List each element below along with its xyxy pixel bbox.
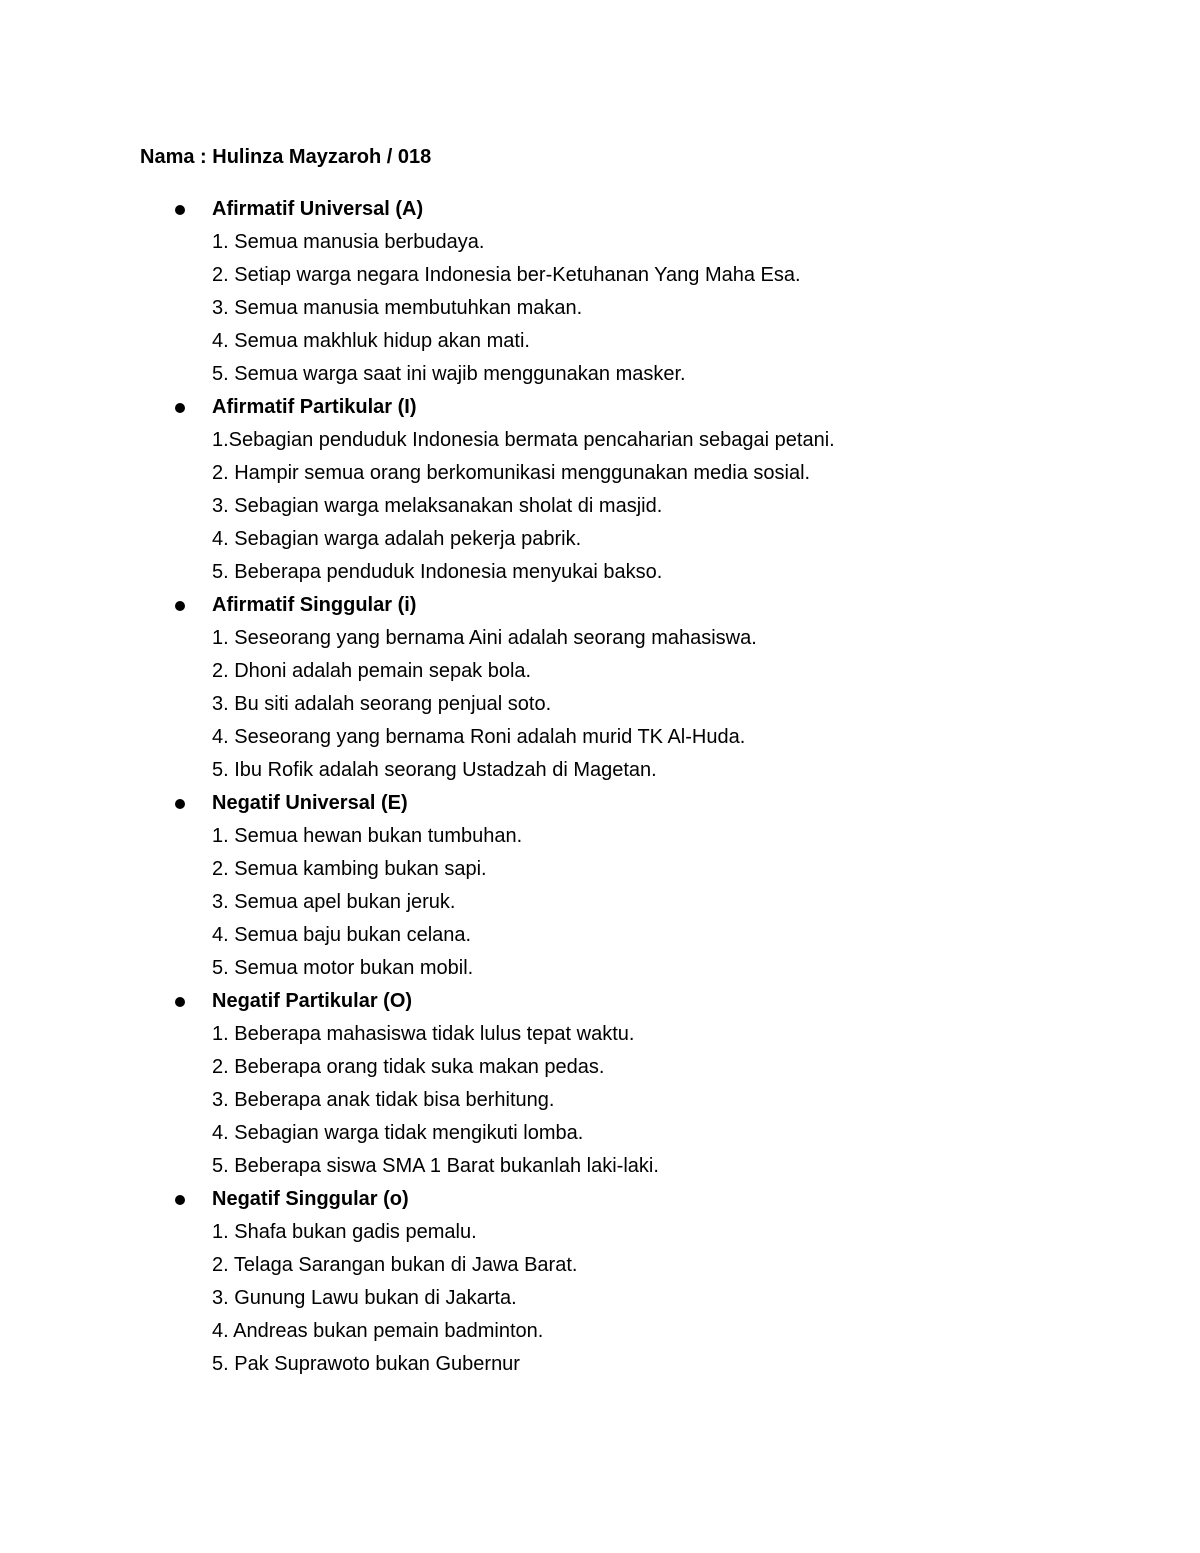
section-negatif-universal xyxy=(140,787,1100,985)
list-item: 2. Dhoni adalah pemain sepak bola. xyxy=(212,660,532,682)
section-heading xyxy=(140,589,1100,622)
list-item: 1. Shafa bukan gadis pemalu. xyxy=(212,1221,477,1243)
section-heading-text: Negatif Universal (E) xyxy=(212,792,408,814)
list-item: 2. Hampir semua orang berkomunikasi menggunakan media sosial. xyxy=(212,462,811,484)
list-item: 4. Seseorang yang bernama Roni adalah murid TK Al-Huda. xyxy=(212,726,746,748)
list-item: 5. Semua motor bukan mobil. xyxy=(212,957,474,979)
list-item: 5. Beberapa siswa SMA 1 Barat bukanlah laki-laki. xyxy=(212,1155,659,1177)
list-item: 3. Semua apel bukan jeruk. xyxy=(212,891,456,913)
section-heading-text: Afirmatif Partikular (I) xyxy=(212,396,417,418)
section-afirmatif-singgular xyxy=(140,589,1100,787)
list-item: 1. Beberapa mahasiswa tidak lulus tepat waktu. xyxy=(212,1023,635,1045)
list-item: 1.Sebagian penduduk Indonesia bermata pencaharian sebagai petani. xyxy=(212,429,835,451)
section-negatif-singgular xyxy=(140,1183,1100,1381)
section-heading xyxy=(140,391,1100,424)
list-item: 3. Sebagian warga melaksanakan sholat di masjid. xyxy=(212,495,663,517)
bullet-icon xyxy=(175,601,185,611)
list-item: 4. Semua baju bukan celana. xyxy=(212,924,472,946)
list-item: 5. Semua warga saat ini wajib menggunakan masker. xyxy=(212,363,686,385)
list-item: 2. Setiap warga negara Indonesia ber-Ketuhanan Yang Maha Esa. xyxy=(212,264,801,286)
section-heading-text: Afirmatif Universal (A) xyxy=(212,198,424,220)
list-item: 2. Semua kambing bukan sapi. xyxy=(212,858,487,880)
bullet-icon xyxy=(175,1195,185,1205)
list-item: 4. Semua makhluk hidup akan mati. xyxy=(212,330,530,352)
section-afirmatif-universal xyxy=(140,193,1100,391)
section-afirmatif-partikular xyxy=(140,391,1100,589)
section-heading xyxy=(140,787,1100,820)
list-item: 1. Semua manusia berbudaya. xyxy=(212,231,485,253)
list-item: 4. Andreas bukan pemain badminton. xyxy=(212,1320,544,1342)
list-item: 3. Semua manusia membutuhkan makan. xyxy=(212,297,583,319)
list-item: 4. Sebagian warga tidak mengikuti lomba. xyxy=(212,1122,584,1144)
list-item: 5. Ibu Rofik adalah seorang Ustadzah di Magetan. xyxy=(212,759,657,781)
section-heading xyxy=(140,193,1100,226)
list-item: 3. Bu siti adalah seorang penjual soto. xyxy=(212,693,552,715)
list-item: 2. Beberapa orang tidak suka makan pedas. xyxy=(212,1056,605,1078)
section-heading-text: Negatif Singgular (o) xyxy=(212,1188,409,1210)
bullet-icon xyxy=(175,799,185,809)
list-item: 3. Beberapa anak tidak bisa berhitung. xyxy=(212,1089,555,1111)
list-item: 5. Pak Suprawoto bukan Gubernur xyxy=(212,1353,520,1375)
section-negatif-partikular xyxy=(140,985,1100,1183)
list-item: 5. Beberapa penduduk Indonesia menyukai bakso. xyxy=(212,561,663,583)
list-item: 1. Semua hewan bukan tumbuhan. xyxy=(212,825,523,847)
document-body xyxy=(140,141,1100,1381)
list-item: 3. Gunung Lawu bukan di Jakarta. xyxy=(212,1287,517,1309)
list-item: 2. Telaga Sarangan bukan di Jawa Barat. xyxy=(212,1254,578,1276)
section-heading xyxy=(140,1183,1100,1216)
list-item: 1. Seseorang yang bernama Aini adalah seorang mahasiswa. xyxy=(212,627,757,649)
list-item: 4. Sebagian warga adalah pekerja pabrik. xyxy=(212,528,582,550)
section-heading xyxy=(140,985,1100,1018)
student-name-line: Nama : Hulinza Mayzaroh / 018 xyxy=(140,146,432,168)
bullet-icon xyxy=(175,403,185,413)
section-heading-text: Negatif Partikular (O) xyxy=(212,990,413,1012)
section-heading-text: Afirmatif Singgular (i) xyxy=(212,594,417,616)
bullet-icon xyxy=(175,997,185,1007)
bullet-icon xyxy=(175,205,185,215)
